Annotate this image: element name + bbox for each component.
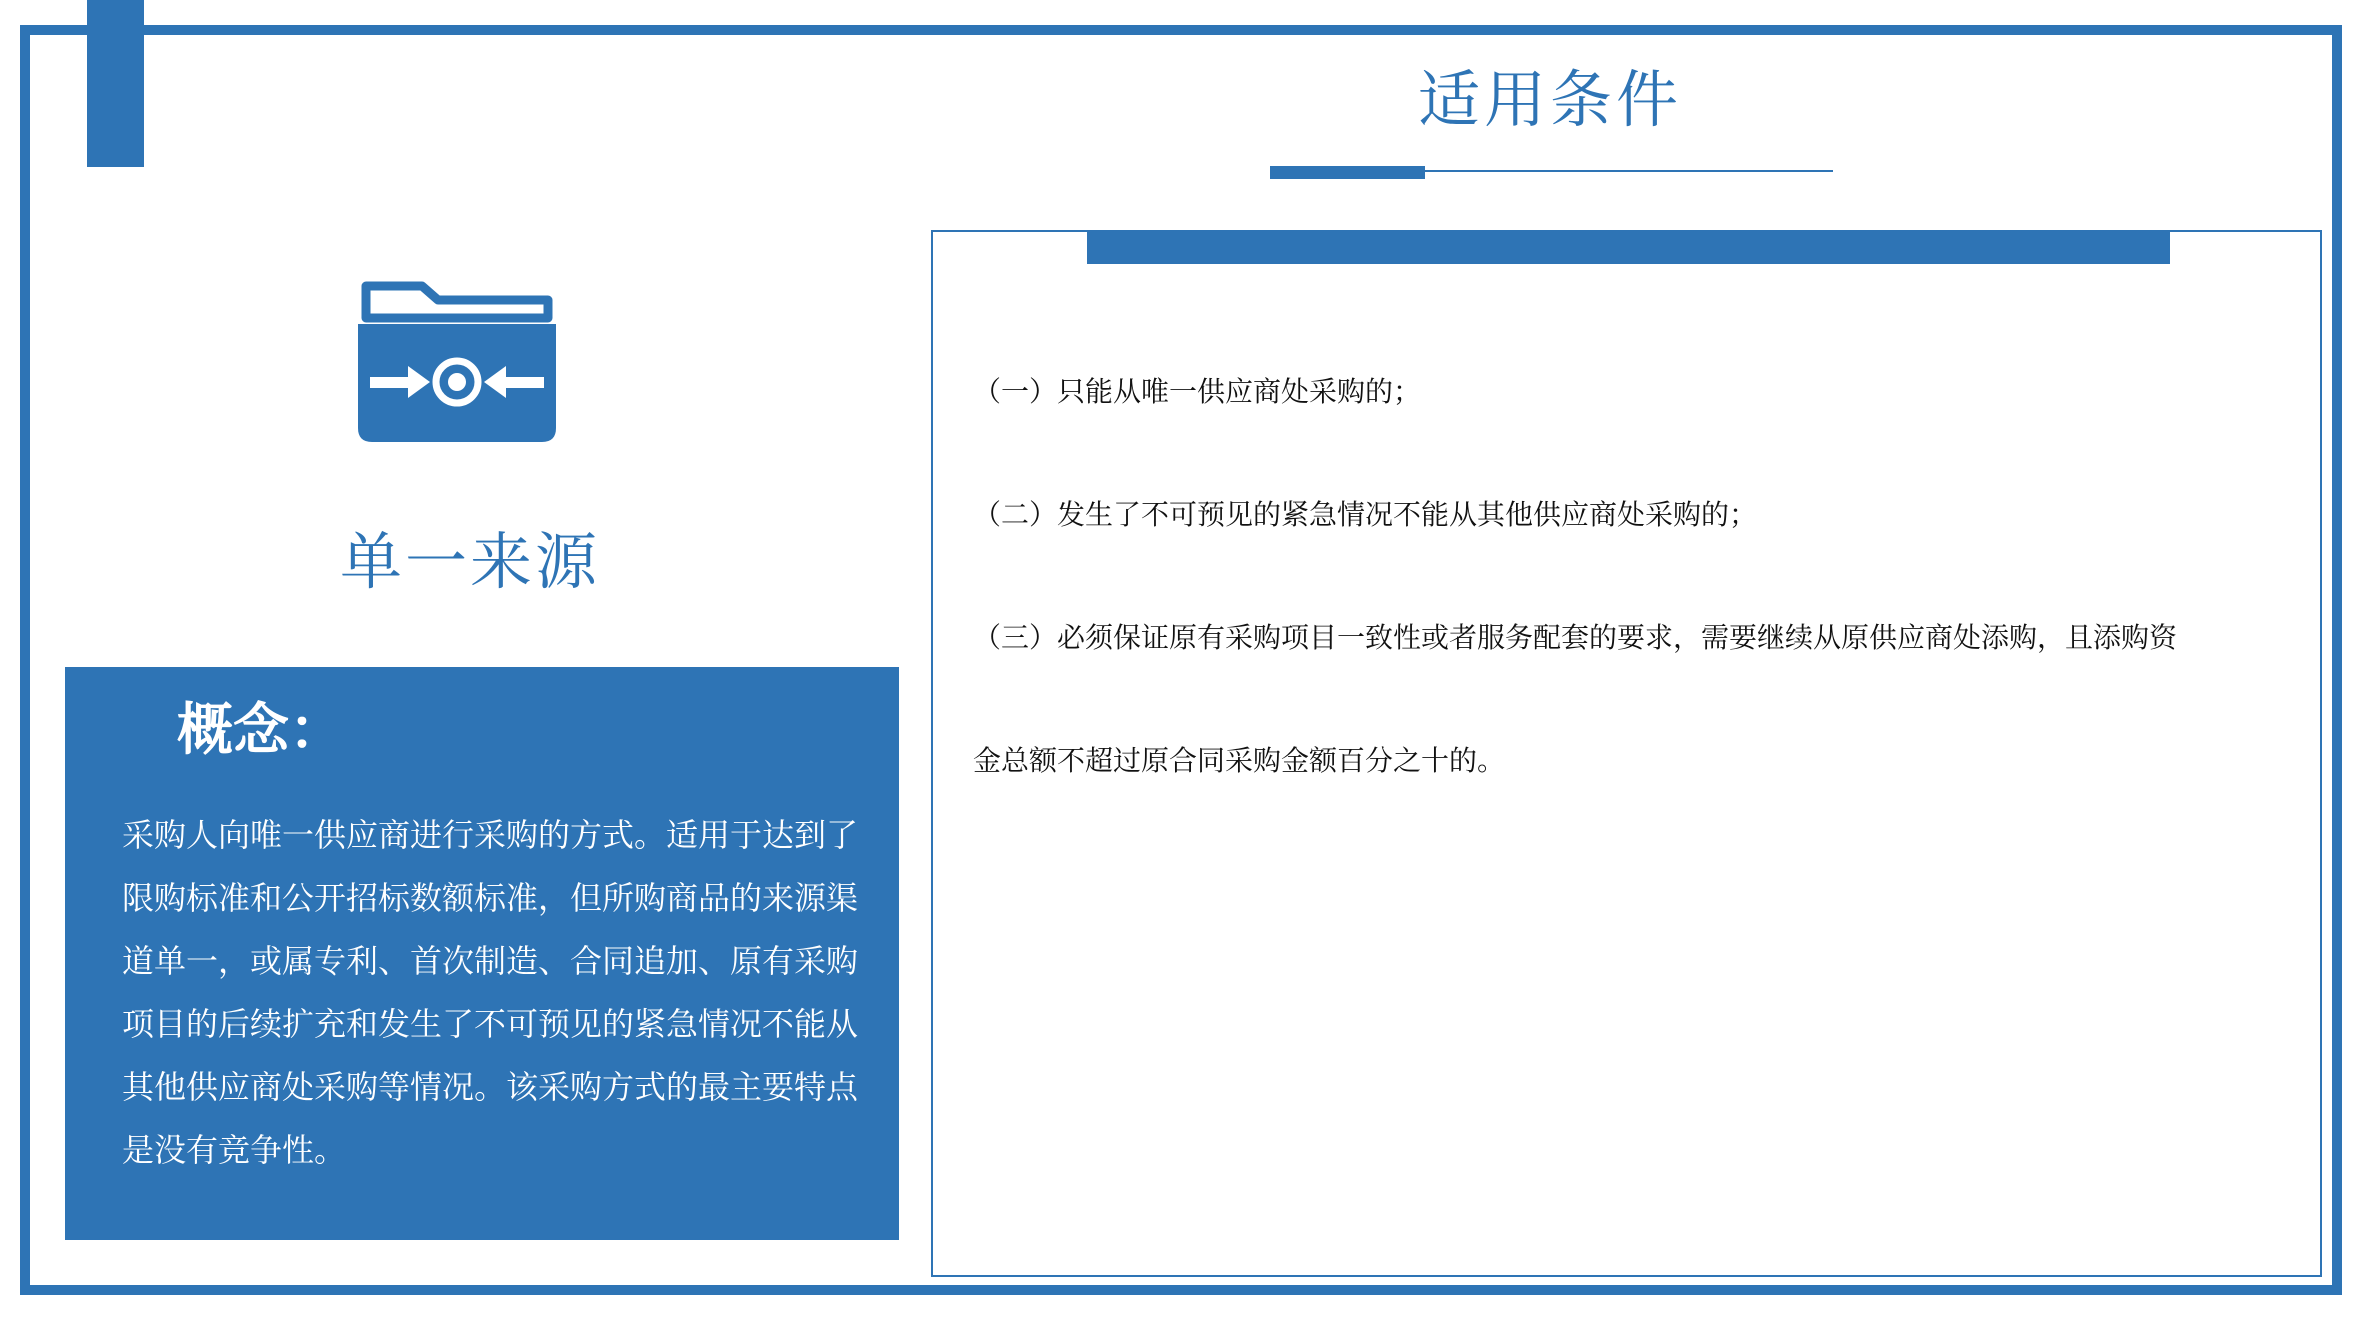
conditions-header-bar [1087,232,2170,264]
concept-body: 采购人向唯一供应商进行采购的方式。适用于达到了限购标准和公开招标数额标准，但所购商品的来源渠道单一，或属专利、首次制造、合同追加、原有采购项目的后续扩充和发生了不可预见的紧急情况不能从其他供应商处采购等情况。该采购方式的最主要特点是没有竞争性。 [122,816,859,1169]
condition-item-2: （二）发生了不可预见的紧急情况不能从其他供应商处采购的； [973,498,1758,531]
corner-accent-bar [87,0,144,167]
condition-item-3: （三）必须保证原有采购项目一致性或者服务配套的要求，需要继续从原供应商处添购，且添购资 [973,621,2178,654]
concept-heading: 概念： [177,698,345,763]
subject-title: 单一来源 [339,525,600,598]
condition-item-1: （一）只能从唯一供应商处采购的； [973,375,1422,408]
folder-arrows-target-icon [352,278,562,452]
conditions-box [931,230,2322,1277]
page-title: 适用条件 [1417,63,1682,136]
condition-item-3-continued: 金总额不超过原合同采购金额百分之十的。 [973,744,1506,777]
concept-panel [65,667,899,1240]
title-underline-accent [1270,166,1425,179]
